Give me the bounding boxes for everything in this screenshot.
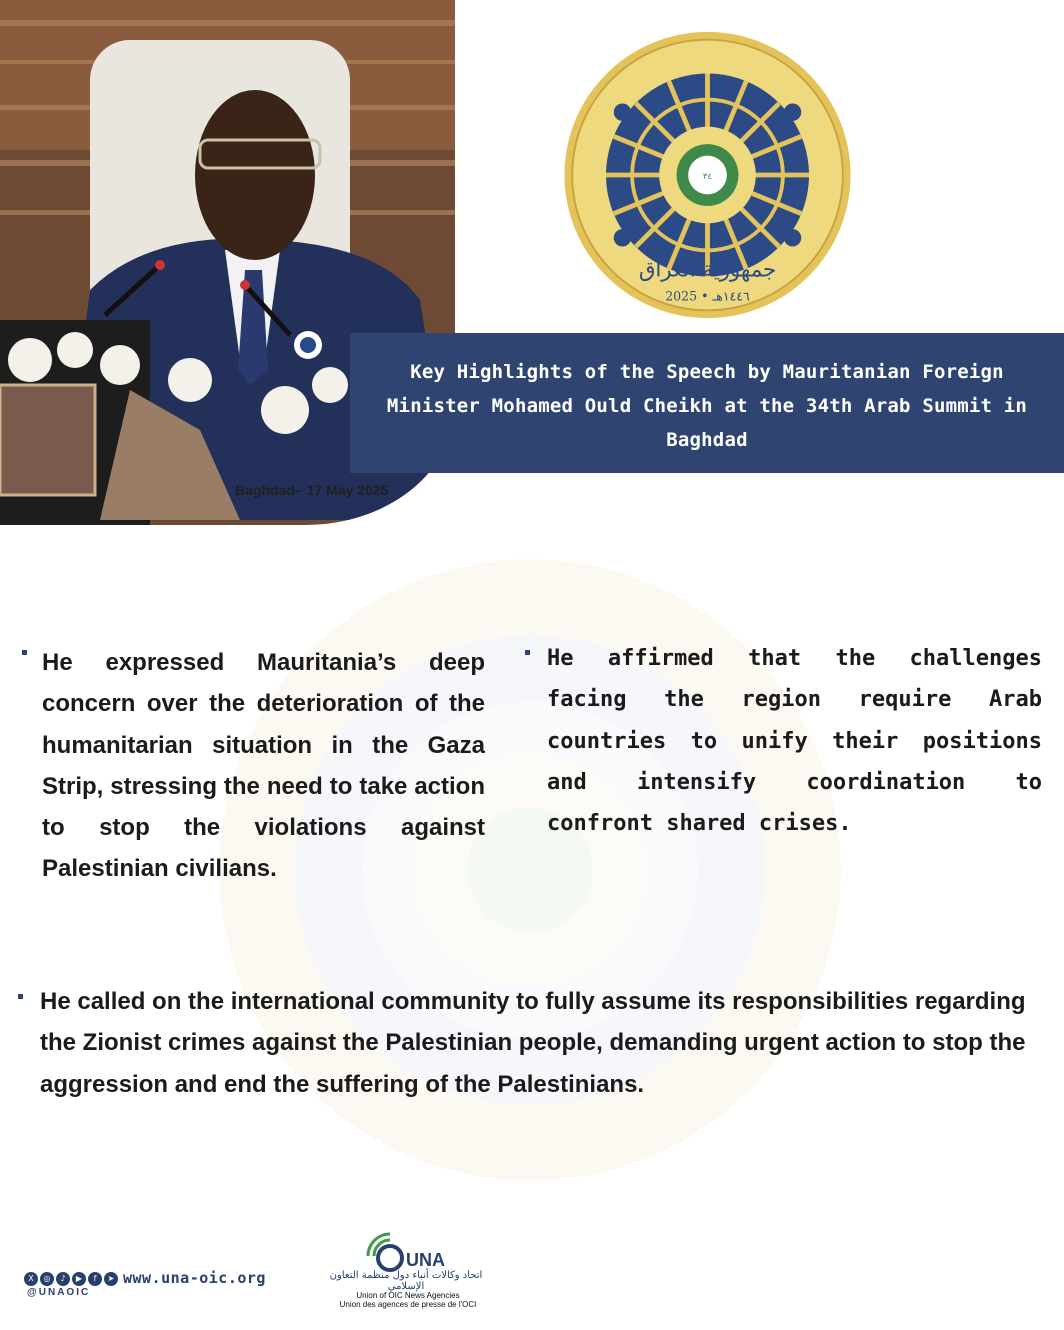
una-logo-icon	[362, 1226, 462, 1274]
x-icon[interactable]: X	[24, 1272, 38, 1286]
org-name	[318, 1291, 498, 1309]
bullet-icon	[525, 650, 530, 655]
svg-text:٣٤: ٣٤	[702, 171, 713, 182]
tiktok-icon[interactable]: ♪	[56, 1272, 70, 1286]
instagram-icon[interactable]: ◎	[40, 1272, 54, 1286]
arab-summit-emblem-icon	[560, 30, 855, 320]
website-link[interactable]: www.una-oic.org	[123, 1269, 266, 1287]
social-icons	[24, 1268, 120, 1287]
telegram-icon[interactable]: ➤	[104, 1272, 118, 1286]
highlight-point-1: He expressed Mauritania’s deep concern over the deterioration of the humanitarian situation in the Gaza Strip, stressing the need to take action to stop the violations against Palestinian civilians.	[42, 649, 485, 883]
page-title: Key Highlights of the Speech by Mauritanian Foreign Minister Mohamed Ould Cheikh at the 34th Arab Summit in Baghdad	[386, 361, 1028, 451]
org-name-arabic: اتحاد وكالات أنباء دول منظمة التعاون الإسلامي	[329, 1270, 483, 1292]
bullet-icon	[22, 650, 27, 655]
svg-text:UNA: UNA	[406, 1250, 445, 1270]
facebook-icon[interactable]: f	[88, 1272, 102, 1286]
dateline: Baghdad– 17 May 2025	[235, 482, 389, 498]
title-band	[350, 333, 1064, 473]
bullet-icon	[18, 994, 23, 999]
youtube-icon[interactable]: ▶	[72, 1272, 86, 1286]
social-handle: @UNAOIC	[27, 1287, 91, 1298]
svg-text:2025 • ١٤٤٦هـ: 2025 • ١٤٤٦هـ	[665, 288, 750, 304]
org-name-english: Union of OIC News Agencies	[356, 1291, 460, 1300]
org-name-french: Union des agences de presse de l'OCI	[339, 1300, 477, 1309]
highlight-point-2: He affirmed that the challenges facing the region require Arab countries to unify their positions and intensify coordination to confront shared crises.	[547, 646, 1042, 837]
svg-text:جمهورية العراق: جمهورية العراق	[638, 257, 777, 283]
highlight-point-3: He called on the international community to fully assume its responsibilities regarding the Zionist crimes against the Palestinian people, demanding urgent action to stop the aggression and end the suffering of the Palestinians.	[40, 988, 1026, 1098]
